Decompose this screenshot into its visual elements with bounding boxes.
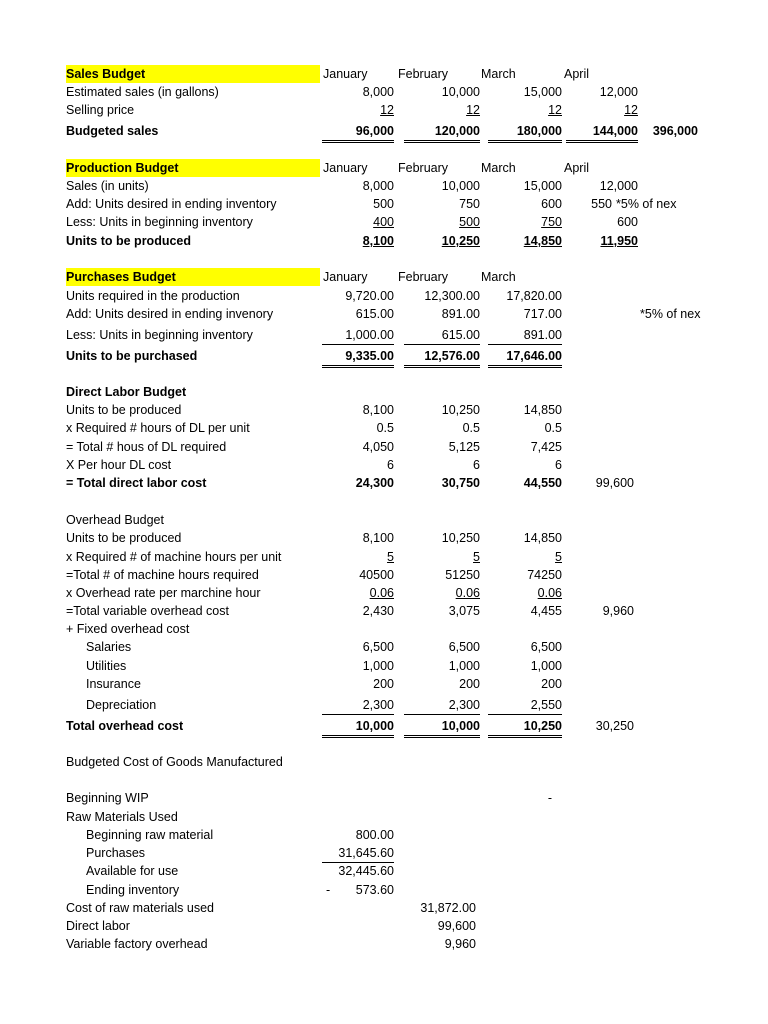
cell[interactable]: 1,000: [448, 659, 480, 673]
row-label[interactable]: Ending inventory: [86, 883, 180, 897]
cell[interactable]: 1,000: [362, 659, 394, 673]
production-month-apr[interactable]: April: [564, 161, 590, 175]
cogm-title-row: [0, 753, 768, 771]
table-row: [0, 789, 768, 807]
cell[interactable]: 7,425: [530, 440, 562, 454]
cell[interactable]: 12,000: [599, 85, 638, 99]
table-row: [0, 584, 768, 602]
row-label[interactable]: Cost of raw materials used: [66, 901, 214, 915]
sales-budget-title[interactable]: Sales Budget: [66, 65, 320, 83]
purchases-month-feb[interactable]: February: [398, 270, 449, 284]
table-row: [0, 881, 768, 899]
table-row: [0, 638, 768, 656]
direct-labor-header-row: [0, 383, 768, 401]
table-row: [0, 862, 768, 880]
cell[interactable]: 99,600: [437, 919, 476, 933]
table-row: [0, 675, 768, 693]
cell[interactable]: 800.00: [355, 828, 394, 842]
cell[interactable]: 96,000: [322, 122, 394, 143]
cell[interactable]: 74250: [527, 568, 562, 582]
cell[interactable]: 15,000: [523, 179, 562, 193]
cell[interactable]: 8,100: [362, 403, 394, 417]
total-cell[interactable]: 30,250: [595, 719, 634, 733]
row-label[interactable]: Less: Units in beginning inventory: [66, 215, 253, 229]
table-row: [0, 657, 768, 675]
sales-month-jan[interactable]: January: [323, 67, 368, 81]
table-row: [0, 122, 768, 140]
cell[interactable]: 0.06: [455, 586, 480, 600]
row-label[interactable]: + Fixed overhead cost: [66, 622, 190, 636]
row-label[interactable]: Beginning WIP: [66, 791, 149, 805]
row-label[interactable]: X Per hour DL cost: [66, 458, 172, 472]
minus-sign: -: [326, 883, 331, 897]
cell[interactable]: 10,250: [441, 531, 480, 545]
table-row: [0, 83, 768, 101]
row-label[interactable]: Add: Units desired in ending invenory: [66, 307, 274, 321]
cell[interactable]: 615.00: [404, 326, 480, 345]
note-cell[interactable]: *5% of nex: [616, 197, 677, 211]
cell[interactable]: 15,000: [523, 85, 562, 99]
row-label[interactable]: Purchases: [86, 846, 146, 860]
cell[interactable]: 30,750: [441, 476, 480, 490]
cell[interactable]: 12,000: [599, 179, 638, 193]
cell[interactable]: 12: [624, 103, 638, 117]
cell[interactable]: 0.06: [537, 586, 562, 600]
cell[interactable]: 51250: [445, 568, 480, 582]
cell[interactable]: 9,960: [444, 937, 476, 951]
cell[interactable]: 200: [541, 677, 562, 691]
table-row: [0, 808, 768, 826]
cell[interactable]: 32,445.60: [338, 864, 394, 878]
table-row: [0, 620, 768, 638]
table-row: [0, 474, 768, 492]
table-row: [0, 529, 768, 547]
cell[interactable]: 500: [373, 197, 394, 211]
cell[interactable]: 10,250: [441, 234, 480, 248]
cell[interactable]: 717.00: [523, 307, 562, 321]
cell[interactable]: 200: [373, 677, 394, 691]
table-row: [0, 347, 768, 365]
table-row: [0, 548, 768, 566]
purchases-header-row: [0, 268, 768, 286]
table-row: [0, 177, 768, 195]
row-label[interactable]: Units to be produced: [66, 531, 182, 545]
row-label[interactable]: x Required # hours of DL per unit: [66, 421, 250, 435]
table-row: [0, 899, 768, 917]
row-label[interactable]: Utilities: [86, 659, 127, 673]
cell[interactable]: 5,125: [448, 440, 480, 454]
production-month-feb[interactable]: February: [398, 161, 449, 175]
table-row: [0, 401, 768, 419]
cell[interactable]: 44,550: [523, 476, 562, 490]
row-label[interactable]: Budgeted sales: [66, 124, 159, 138]
cell[interactable]: 6: [555, 458, 562, 472]
cogm-title[interactable]: Budgeted Cost of Goods Manufactured: [66, 755, 283, 769]
row-label[interactable]: Beginning raw material: [86, 828, 214, 842]
table-row: [0, 101, 768, 119]
row-label[interactable]: Raw Materials Used: [66, 810, 178, 824]
cell[interactable]: 5: [555, 550, 562, 564]
cell[interactable]: 12: [548, 103, 562, 117]
row-label[interactable]: Variable factory overhead: [66, 937, 208, 951]
row-label[interactable]: Units to be produced: [66, 234, 191, 248]
row-label[interactable]: Selling price: [66, 103, 135, 117]
cell[interactable]: 11,950: [600, 234, 638, 248]
cell[interactable]: 24,300: [355, 476, 394, 490]
overhead-header-row: [0, 511, 768, 529]
cell[interactable]: 12: [380, 103, 394, 117]
cell[interactable]: 8,100: [362, 531, 394, 545]
cell[interactable]: 12,576.00: [404, 347, 480, 368]
row-label[interactable]: Direct labor: [66, 919, 130, 933]
production-header-row: [0, 159, 768, 177]
cell[interactable]: 10,250: [488, 717, 562, 738]
cell[interactable]: 600: [541, 197, 562, 211]
cell[interactable]: 10,250: [441, 403, 480, 417]
purchases-month-mar[interactable]: March: [481, 270, 516, 284]
cell[interactable]: 750: [541, 215, 562, 229]
row-label[interactable]: Depreciation: [86, 698, 157, 712]
production-month-mar[interactable]: March: [481, 161, 516, 175]
total-cell[interactable]: 99,600: [595, 476, 634, 490]
table-row: [0, 213, 768, 231]
cell[interactable]: 120,000: [404, 122, 480, 143]
cell[interactable]: 10,000: [322, 717, 394, 738]
overhead-budget-title[interactable]: Overhead Budget: [66, 513, 164, 527]
cell[interactable]: 2,300: [322, 696, 394, 715]
cell[interactable]: 600: [617, 215, 638, 229]
cell[interactable]: 615.00: [355, 307, 394, 321]
table-row: [0, 456, 768, 474]
row-label[interactable]: Total overhead cost: [66, 719, 184, 733]
table-row: [0, 696, 768, 714]
row-label[interactable]: =Total variable overhead cost: [66, 604, 229, 618]
cell[interactable]: 17,820.00: [506, 289, 562, 303]
table-row: [0, 195, 768, 213]
table-row: [0, 566, 768, 584]
sales-month-feb[interactable]: February: [398, 67, 449, 81]
sales-header-row: [0, 65, 768, 83]
row-label[interactable]: Salaries: [86, 640, 132, 654]
cell[interactable]: 6: [387, 458, 394, 472]
sales-month-apr[interactable]: April: [564, 67, 590, 81]
cell[interactable]: 14,850: [523, 403, 562, 417]
cell[interactable]: 14,850: [523, 531, 562, 545]
row-label[interactable]: Add: Units desired in ending inventory: [66, 197, 277, 211]
row-label[interactable]: Units required in the production: [66, 289, 240, 303]
cell[interactable]: 0.5: [376, 421, 394, 435]
cell[interactable]: 14,850: [523, 234, 562, 248]
purchases-budget-title[interactable]: Purchases Budget: [66, 268, 320, 286]
row-label[interactable]: x Required # of machine hours per unit: [66, 550, 282, 564]
cell[interactable]: 31,872.00: [420, 901, 476, 915]
cell[interactable]: 10,000: [441, 85, 480, 99]
table-row: [0, 305, 768, 323]
cell[interactable]: 5: [473, 550, 480, 564]
table-row: [0, 844, 768, 862]
cell[interactable]: -: [547, 791, 552, 805]
row-label[interactable]: =Total # of machine hours required: [66, 568, 259, 582]
cell[interactable]: 10,000: [441, 179, 480, 193]
cell[interactable]: 5: [387, 550, 394, 564]
table-row: [0, 438, 768, 456]
total-cell[interactable]: 9,960: [602, 604, 634, 618]
cell[interactable]: 4,455: [530, 604, 562, 618]
cell[interactable]: 31,645.60: [322, 844, 394, 863]
row-label[interactable]: Available for use: [86, 864, 179, 878]
table-row: [0, 917, 768, 935]
total-cell[interactable]: 396,000: [652, 124, 698, 138]
cell[interactable]: 1,000.00: [322, 326, 394, 345]
row-label[interactable]: = Total direct labor cost: [66, 476, 207, 490]
cell[interactable]: 12: [466, 103, 480, 117]
cell[interactable]: 8,000: [362, 179, 394, 193]
cell[interactable]: 891.00: [488, 326, 562, 345]
cell[interactable]: 6,500: [362, 640, 394, 654]
cell[interactable]: 6,500: [530, 640, 562, 654]
cell[interactable]: 144,000: [566, 122, 638, 143]
sales-month-mar[interactable]: March: [481, 67, 516, 81]
cell[interactable]: 1,000: [530, 659, 562, 673]
cell[interactable]: 0.5: [544, 421, 562, 435]
cell[interactable]: 17,646.00: [488, 347, 562, 368]
row-label[interactable]: x Overhead rate per marchine hour: [66, 586, 261, 600]
row-label[interactable]: Units to be produced: [66, 403, 182, 417]
cell[interactable]: 891.00: [441, 307, 480, 321]
cell[interactable]: 2,300: [404, 696, 480, 715]
table-row: [0, 717, 768, 735]
cell[interactable]: 4,050: [362, 440, 394, 454]
table-row: [0, 287, 768, 305]
row-label[interactable]: Units to be purchased: [66, 349, 198, 363]
cell[interactable]: 0.5: [462, 421, 480, 435]
production-budget-title[interactable]: Production Budget: [66, 159, 320, 177]
production-month-jan[interactable]: January: [323, 161, 368, 175]
cell[interactable]: 8,000: [362, 85, 394, 99]
table-row: [0, 419, 768, 437]
cell[interactable]: 40500: [359, 568, 394, 582]
cell[interactable]: 10,000: [404, 717, 480, 738]
cell[interactable]: 2,430: [362, 604, 394, 618]
table-row: [0, 232, 768, 250]
table-row: [0, 602, 768, 620]
cell[interactable]: 500: [459, 215, 480, 229]
cell[interactable]: 2,550: [488, 696, 562, 715]
row-label[interactable]: Sales (in units): [66, 179, 149, 193]
cell[interactable]: 9,335.00: [322, 347, 394, 368]
cell[interactable]: 573.60: [355, 883, 394, 897]
cell[interactable]: 200: [459, 677, 480, 691]
cell[interactable]: 180,000: [488, 122, 562, 143]
note-cell[interactable]: *5% of nex: [640, 307, 701, 321]
cell[interactable]: 3,075: [448, 604, 480, 618]
cell[interactable]: 0.06: [369, 586, 394, 600]
purchases-month-jan[interactable]: January: [323, 270, 368, 284]
table-row: [0, 826, 768, 844]
row-label[interactable]: Estimated sales (in gallons): [66, 85, 219, 99]
row-label[interactable]: Less: Units in beginning inventory: [66, 328, 253, 342]
cell[interactable]: 400: [373, 215, 394, 229]
cell[interactable]: 750: [459, 197, 480, 211]
cell[interactable]: 550: [591, 197, 612, 211]
row-label[interactable]: = Total # hous of DL required: [66, 440, 227, 454]
cell[interactable]: 6,500: [448, 640, 480, 654]
table-row: [0, 326, 768, 344]
direct-labor-budget-title[interactable]: Direct Labor Budget: [66, 385, 187, 399]
cell[interactable]: 9,720.00: [345, 289, 394, 303]
row-label[interactable]: Insurance: [86, 677, 141, 691]
cell[interactable]: 12,300.00: [424, 289, 480, 303]
cell[interactable]: 8,100: [362, 234, 394, 248]
cell[interactable]: 6: [473, 458, 480, 472]
table-row: [0, 935, 768, 953]
